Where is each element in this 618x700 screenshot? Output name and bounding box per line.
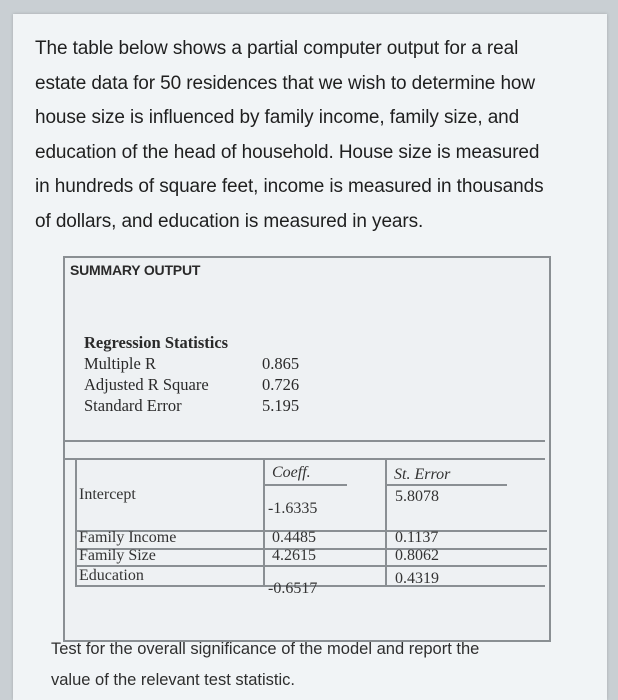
question-line: Test for the overall significance of the model and report the: [51, 640, 480, 658]
question-line: value of the relevant test statistic.: [51, 671, 295, 689]
intro-line: of dollars, and education is measured in years.: [35, 210, 424, 232]
regression-statistics: [84, 332, 299, 416]
problem-card: [13, 14, 607, 700]
se-education: 0.4319: [395, 570, 439, 587]
coeff-family-size: 4.2615: [272, 547, 316, 564]
coeff-intercept: -1.6335: [268, 500, 318, 517]
coefficients-table: [65, 440, 545, 638]
divider: [65, 440, 545, 442]
se-family-size: 0.8062: [395, 547, 439, 564]
stat-value: 0.865: [262, 354, 300, 373]
intro-line: education of the head of household. House size is measured: [35, 141, 540, 163]
row-label-family-size: Family Size: [79, 547, 156, 564]
divider: [75, 458, 77, 586]
question-text: [51, 634, 571, 696]
divider: [263, 458, 265, 586]
stat-label: Standard Error: [84, 396, 182, 415]
divider: [385, 458, 387, 586]
row-label-intercept: Intercept: [79, 486, 136, 503]
stat-value: 5.195: [262, 396, 300, 415]
coeff-family-income: 0.4485: [272, 529, 316, 546]
summary-title: SUMMARY OUTPUT: [70, 262, 201, 278]
divider: [75, 565, 547, 567]
stat-row: [84, 374, 299, 395]
stat-row: [84, 353, 299, 374]
stat-label: Adjusted R Square: [84, 375, 209, 394]
coeff-header: Coeff.: [272, 464, 311, 481]
se-family-income: 0.1137: [395, 529, 439, 546]
problem-statement: [35, 32, 575, 240]
row-label-family-income: Family Income: [79, 529, 177, 546]
intro-line: in hundreds of square feet, income is measured in thousands: [35, 176, 544, 198]
divider: [385, 484, 507, 486]
stat-value: 0.726: [262, 375, 300, 394]
intro-line: The table below shows a partial computer output for a real: [35, 38, 519, 59]
st-error-header: St. Error: [394, 466, 451, 483]
coeff-education: -0.6517: [268, 580, 318, 597]
regression-heading: Regression Statistics: [84, 333, 229, 352]
intro-line: estate data for 50 residences that we wish to determine how: [35, 72, 535, 94]
divider: [65, 458, 545, 460]
se-intercept: 5.8078: [395, 488, 439, 505]
row-label-education: Education: [79, 567, 144, 584]
intro-line: house size is influenced by family income, family size, and: [35, 107, 520, 129]
stat-row: [84, 395, 299, 416]
stat-label: Multiple R: [84, 354, 156, 373]
summary-output-table: [63, 256, 551, 642]
divider: [263, 484, 347, 486]
